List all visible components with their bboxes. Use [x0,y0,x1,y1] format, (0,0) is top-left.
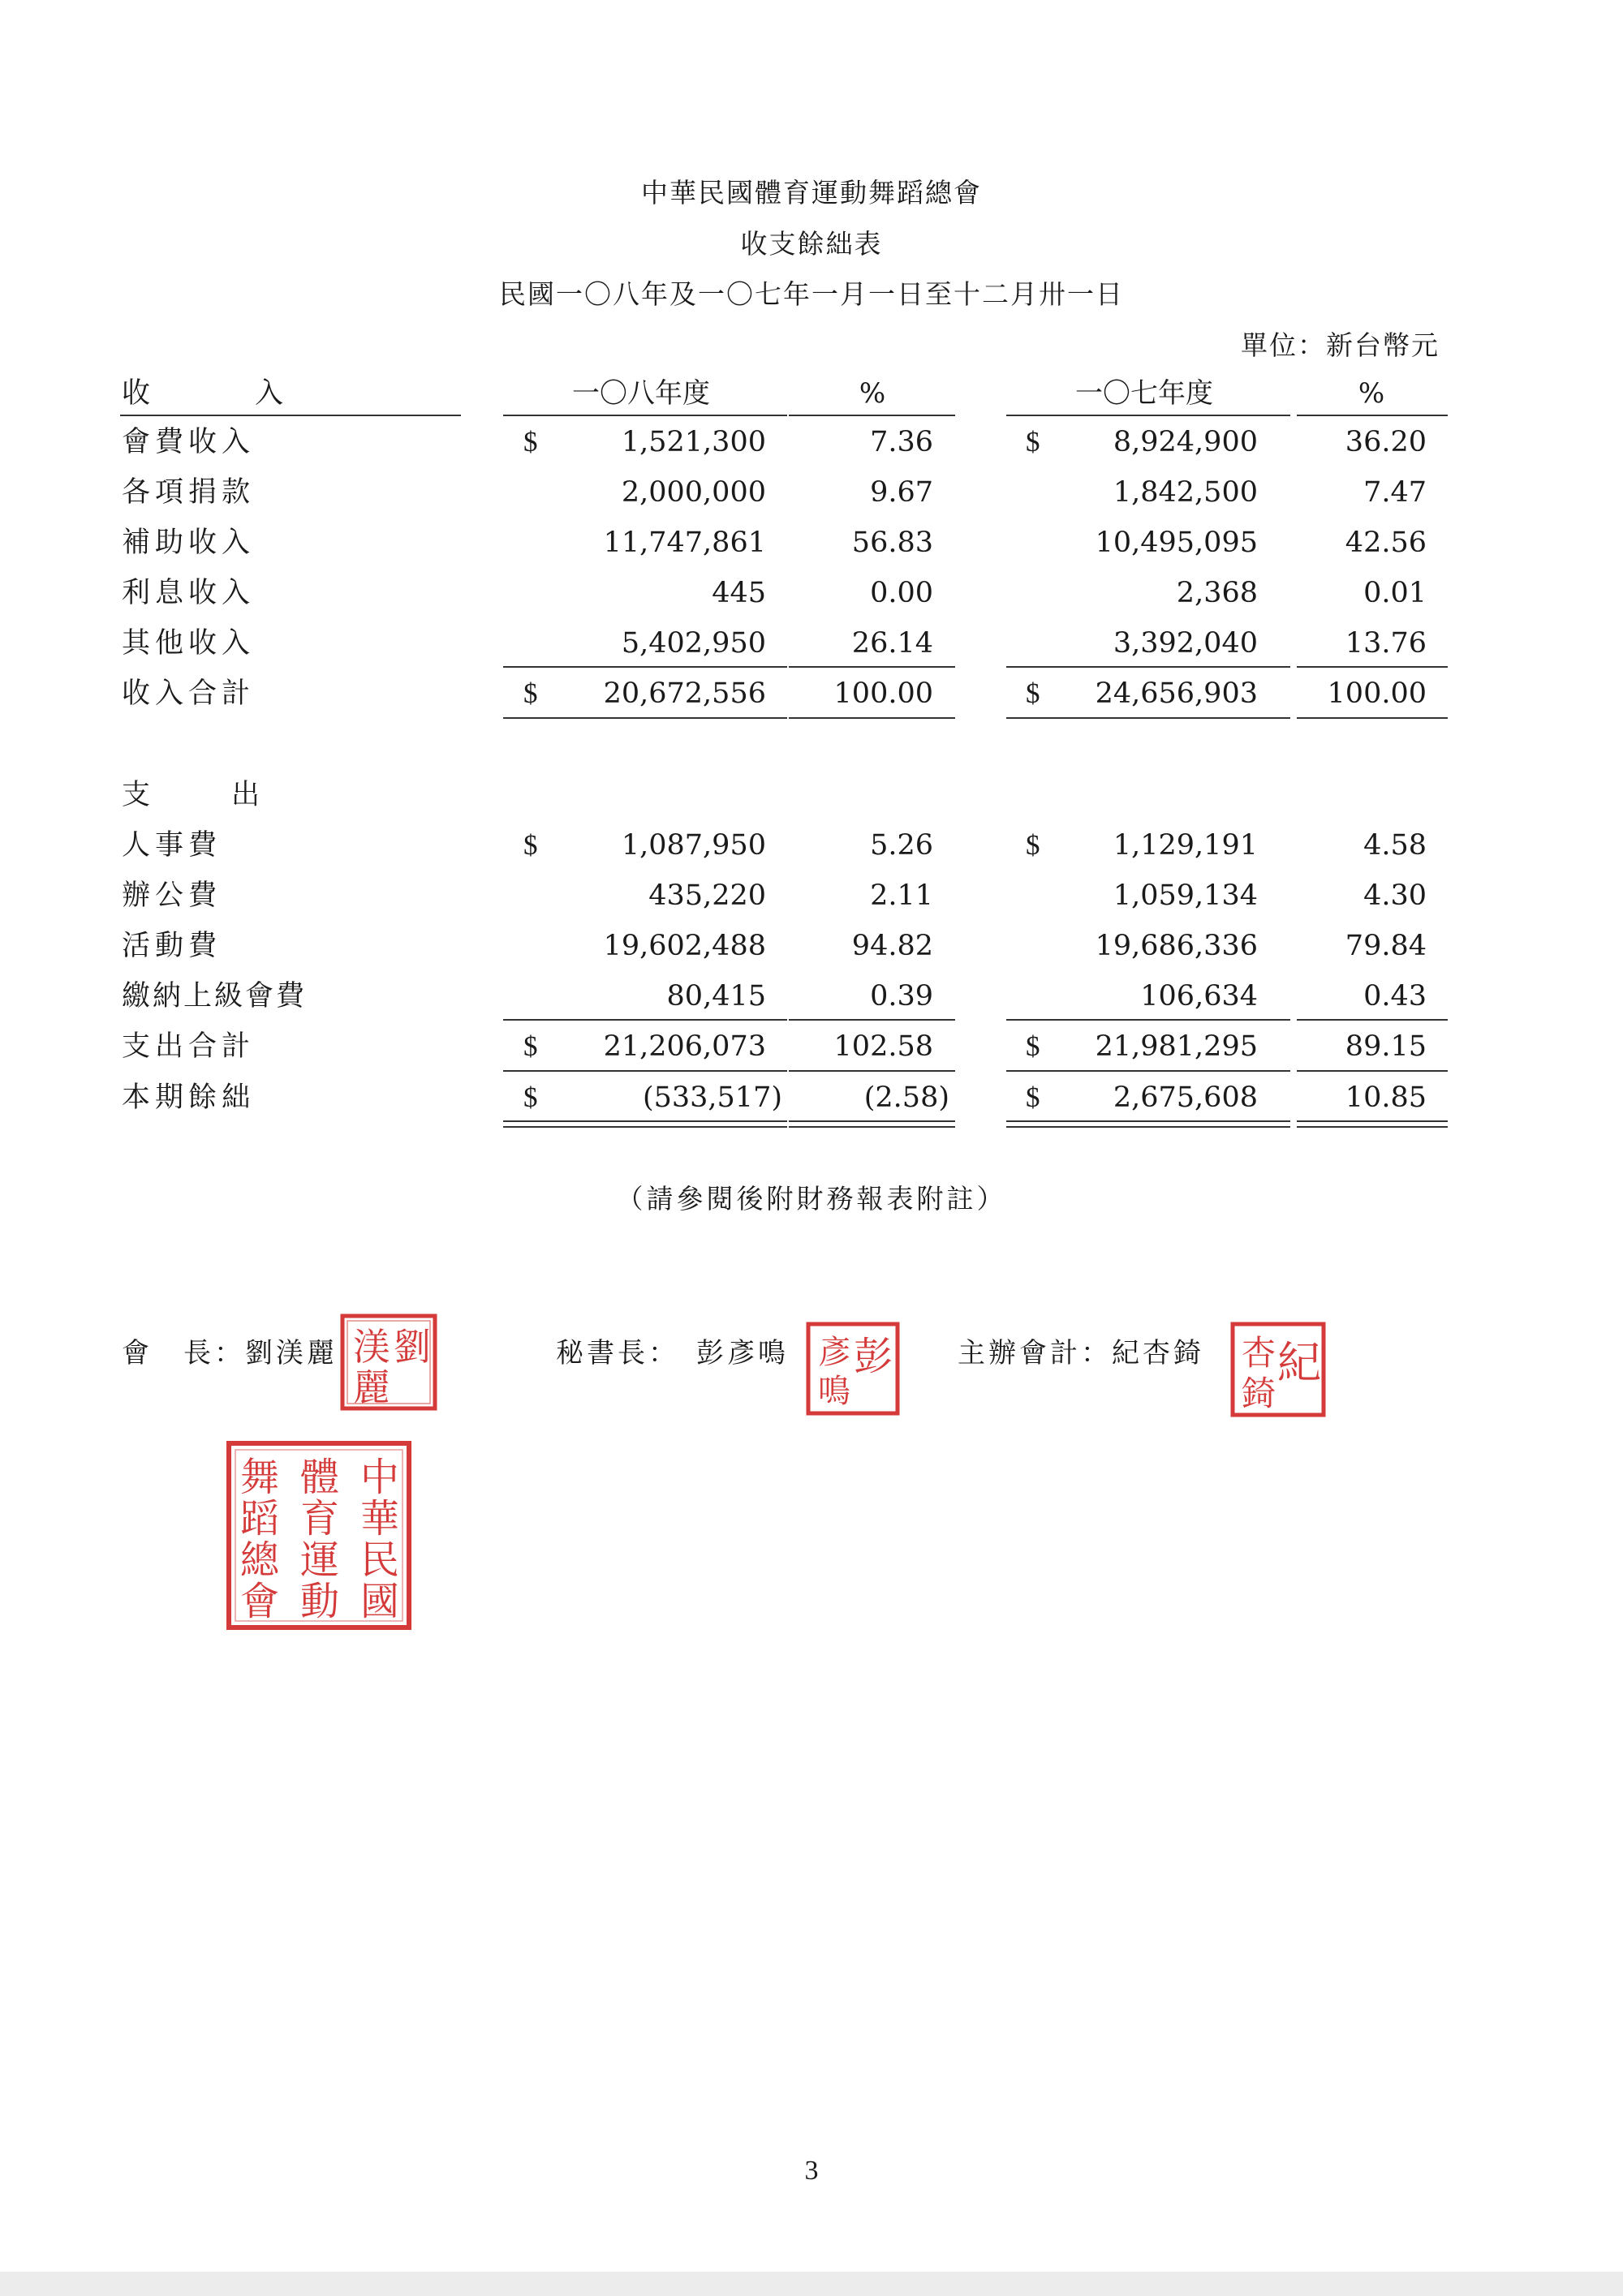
expense-total-rule [1297,1070,1448,1072]
pct-107: 0.01 [1363,577,1427,609]
pct-108: 7.36 [870,426,933,458]
row-label: 本期餘絀 [122,1081,256,1114]
svg-text:鳴: 鳴 [818,1373,850,1410]
col-header-pct108: % [859,377,886,410]
row-label: 活動費 [122,930,222,962]
pct-107: 4.30 [1363,879,1427,912]
value-107: 2,368 [1176,577,1258,609]
dollar-sign: $ [1026,829,1040,861]
svg-text:劉: 劉 [394,1325,431,1369]
pct-107: 36.20 [1345,426,1427,458]
value-108: 19,602,488 [603,930,766,962]
value-108: 20,672,556 [603,677,766,710]
expense-total-rule [1006,1070,1290,1072]
row-label: 各項捐款 [122,476,256,509]
scan-edge [0,2272,1623,2296]
income-total-rule [503,717,787,719]
income-subtotal-rule [503,666,787,668]
expense-subtotal-rule [503,1019,787,1021]
pct-107: 10.85 [1345,1081,1427,1114]
value-108: 435,220 [648,879,766,912]
expense-section-label: 支 出 [122,779,269,811]
accountant-signature-label: 主辦會計：紀杏錡 [958,1337,1204,1369]
svg-text:華: 華 [359,1496,400,1541]
svg-text:總: 總 [239,1537,280,1583]
pct-108: 56.83 [851,527,933,559]
pct-107: 7.47 [1363,476,1427,509]
svg-text:會: 會 [239,1579,280,1624]
pct-107: 0.43 [1363,980,1427,1013]
svg-text:紀: 紀 [1277,1337,1321,1388]
col-header-year107: 一〇七年度 [1075,377,1213,410]
dollar-sign: $ [523,426,538,458]
expense-total-rule [789,1070,955,1072]
svg-text:舞: 舞 [239,1455,280,1500]
value-107: 1,059,134 [1113,879,1258,912]
pct-108: 9.67 [870,476,933,509]
expense-subtotal-rule [789,1019,955,1021]
dollar-sign: $ [1026,1081,1040,1113]
row-label: 利息收入 [122,577,256,609]
row-label: 繳納上級會費 [122,980,308,1013]
header-rule-year108 [503,415,787,416]
value-107: 19,686,336 [1095,930,1258,962]
value-107: 24,656,903 [1095,677,1258,710]
dollar-sign: $ [1026,1030,1040,1062]
value-108: (533,517) [642,1081,782,1114]
pct-108: (2.58) [863,1081,949,1114]
expense-total-rule [503,1070,787,1072]
chairman-signature-label: 會 長：劉渼麗 [122,1337,338,1369]
svg-text:麗: 麗 [353,1365,390,1409]
expense-subtotal-rule [1006,1019,1290,1021]
row-label: 會費收入 [122,426,256,458]
pct-108: 100.00 [833,677,933,710]
currency-unit: 單位：新台幣元 [1241,329,1440,361]
income-total-rule [1006,717,1290,719]
row-label: 補助收入 [122,527,256,559]
value-108: 445 [712,577,766,609]
secretary-seal-icon [805,1321,901,1417]
pct-108: 0.00 [870,577,933,609]
value-108: 21,206,073 [603,1030,766,1063]
pct-108: 94.82 [851,930,933,962]
net-double-rule [1006,1120,1290,1128]
income-section-label: 收 入 [122,377,289,410]
page-number: 3 [804,2156,819,2186]
value-107: 21,981,295 [1095,1030,1258,1063]
value-108: 5,402,950 [621,627,766,660]
value-107: 1,842,500 [1113,476,1258,509]
svg-text:體: 體 [299,1455,340,1500]
value-108: 1,521,300 [621,426,766,458]
value-107: 8,924,900 [1113,426,1258,458]
association-seal-icon [226,1440,412,1631]
row-label: 收入合計 [122,677,256,710]
svg-text:運: 運 [299,1537,340,1583]
row-label: 辦公費 [122,879,222,912]
dollar-sign: $ [523,1081,538,1113]
dollar-sign: $ [1026,677,1040,709]
accountant-seal-icon [1229,1321,1327,1418]
header-rule-year107 [1006,415,1290,416]
pct-108: 0.39 [870,980,933,1013]
header-rule-pct107 [1297,415,1448,416]
income-total-rule [789,717,955,719]
statement-period: 民國一〇八年及一〇七年一月一日至十二月卅一日 [499,278,1124,310]
svg-text:錡: 錡 [1241,1374,1276,1413]
pct-107: 100.00 [1327,677,1427,710]
dollar-sign: $ [523,677,538,709]
svg-text:渼: 渼 [353,1325,390,1369]
footnote: （請參閱後附財務報表附註） [616,1183,1007,1215]
value-107: 10,495,095 [1095,527,1258,559]
pct-107: 42.56 [1345,527,1427,559]
svg-text:杏: 杏 [1241,1333,1276,1373]
svg-text:育: 育 [299,1496,340,1541]
net-double-rule [789,1120,955,1128]
header-rule-pct108 [789,415,955,416]
pct-107: 89.15 [1345,1030,1427,1063]
dollar-sign: $ [1026,426,1040,458]
income-subtotal-rule [1006,666,1290,668]
value-108: 2,000,000 [621,476,766,509]
value-108: 11,747,861 [603,527,766,559]
svg-text:彭: 彭 [853,1334,893,1379]
svg-text:動: 動 [299,1579,340,1624]
value-107: 1,129,191 [1113,829,1258,862]
col-header-pct107: % [1358,377,1385,410]
row-label: 支出合計 [122,1030,256,1063]
expense-subtotal-rule [1297,1019,1448,1021]
svg-text:蹈: 蹈 [239,1496,280,1541]
value-108: 80,415 [666,980,766,1013]
income-subtotal-rule [789,666,955,668]
value-107: 2,675,608 [1113,1081,1258,1114]
org-name: 中華民國體育運動舞蹈總會 [641,177,982,209]
svg-text:彥: 彥 [818,1334,850,1371]
svg-text:中: 中 [359,1455,400,1500]
pct-108: 102.58 [833,1030,933,1063]
row-label: 人事費 [122,829,222,862]
secretary-signature-label: 秘書長： 彭彥鳴 [556,1337,789,1369]
row-label: 其他收入 [122,627,256,660]
net-double-rule [503,1120,787,1128]
chairman-seal-icon [339,1313,438,1412]
statement-title: 收支餘絀表 [740,228,883,260]
pct-108: 2.11 [870,879,933,912]
value-107: 3,392,040 [1113,627,1258,660]
income-subtotal-rule [1297,666,1448,668]
pct-108: 5.26 [870,829,933,862]
pct-107: 4.58 [1363,829,1427,862]
net-double-rule [1297,1120,1448,1128]
value-107: 106,634 [1140,980,1258,1013]
svg-text:民: 民 [359,1537,400,1583]
svg-text:國: 國 [359,1579,400,1624]
dollar-sign: $ [523,829,538,861]
header-rule-label [120,415,461,416]
income-total-rule [1297,717,1448,719]
value-108: 1,087,950 [621,829,766,862]
dollar-sign: $ [523,1030,538,1062]
pct-108: 26.14 [851,627,933,660]
pct-107: 79.84 [1345,930,1427,962]
pct-107: 13.76 [1345,627,1427,660]
col-header-year108: 一〇八年度 [572,377,710,410]
